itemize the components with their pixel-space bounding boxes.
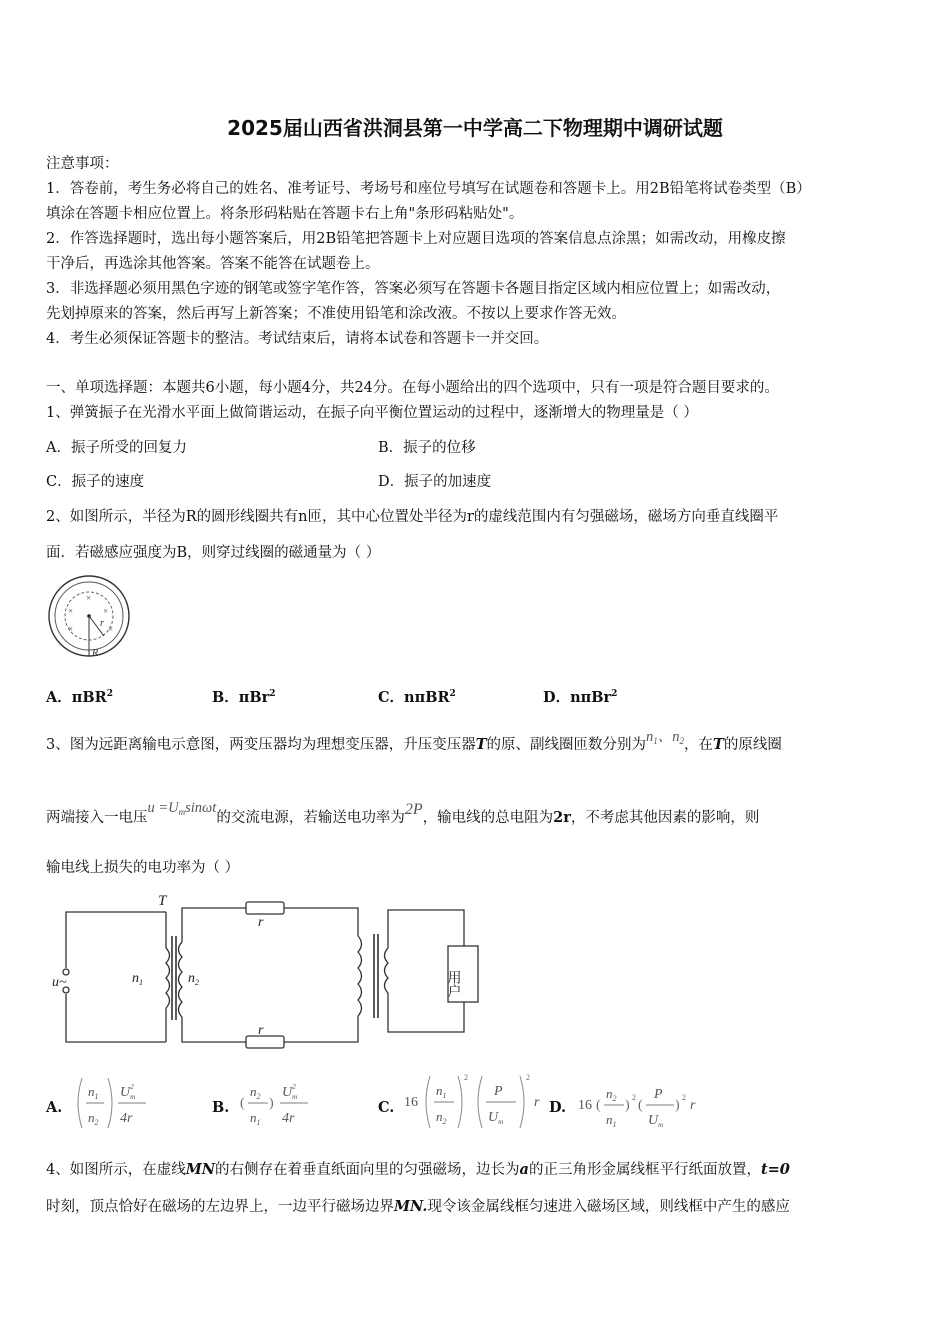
svg-text:n1: $n_1$ bbox=[606, 1112, 617, 1129]
q3-option-a-formula bbox=[74, 1074, 170, 1132]
label-r: r bbox=[100, 618, 104, 629]
page-title: 2025届山西省洪洞县第一中学高二下物理期中调研试题 bbox=[227, 116, 723, 140]
svg-text:4r: 4r bbox=[120, 1111, 133, 1126]
q2-option-c: C．nπBR$^2$ bbox=[378, 689, 456, 706]
svg-text:2: 2 bbox=[526, 1073, 530, 1082]
math-n1: $n_1$ bbox=[646, 729, 658, 746]
notice-line: 先划掉原来的答案，然后再写上新答案；不准使用铅笔和涂改液。不按以上要求作答无效。 bbox=[46, 306, 626, 322]
svg-text:): ) bbox=[675, 1098, 680, 1113]
svg-text:2: 2 bbox=[682, 1093, 686, 1102]
q3-option-d-formula bbox=[576, 1076, 706, 1134]
resistor-label-top: r bbox=[258, 915, 264, 930]
svg-text:r: r bbox=[690, 1098, 696, 1113]
coil-figure bbox=[44, 574, 136, 664]
svg-text:Um2: $U_m2$ bbox=[120, 1083, 136, 1101]
q2-option-a: A．πBR$^2$ bbox=[46, 689, 113, 706]
svg-text:n2: $n_2$ bbox=[250, 1084, 261, 1101]
notice-line: 干净后，再选涂其他答案。答案不能答在试题卷上。 bbox=[46, 256, 380, 272]
resistor-label-bottom: r bbox=[258, 1023, 264, 1038]
q1-option-c: C．振子的速度 bbox=[46, 474, 145, 490]
question-2-stem-line1: 2、如图所示，半径为R的圆形线圈共有n匝，其中心位置处半径为r的虚线范围内有匀强磁场，磁场方向垂直线圈平 bbox=[46, 509, 779, 525]
field-cross: × bbox=[103, 606, 109, 616]
math-2p: 2P bbox=[404, 801, 423, 818]
math-voltage: $u =U_m\sin\omega t$ bbox=[147, 800, 217, 817]
svg-text:Um: $U_m$ bbox=[648, 1113, 664, 1129]
svg-text:r: r bbox=[534, 1095, 540, 1110]
svg-text:n1: $n_1$ bbox=[250, 1110, 261, 1127]
question-3-stem-line1: 3、图为远距离输电示意图，两变压器均为理想变压器，升压变压器T的原、副线圈匝数分别为$n_1$、$n_2$，在T的原线圈 bbox=[46, 729, 782, 753]
question-3-stem-line3: 输电线上损失的电功率为（ ） bbox=[46, 860, 240, 876]
question-1-stem: 1、弹簧振子在光滑水平面上做简谐运动，在振子向平衡位置运动的过程中，逐渐增大的物理量是（ ） bbox=[46, 405, 698, 421]
field-cross: × bbox=[68, 624, 74, 634]
q1-option-b: B．振子的位移 bbox=[378, 440, 476, 456]
q1-option-a: A．振子所受的回复力 bbox=[46, 440, 187, 456]
svg-text:2: 2 bbox=[632, 1093, 636, 1102]
field-cross: × bbox=[68, 606, 74, 616]
field-cross: × bbox=[108, 624, 114, 634]
notice-line: 2．作答选择题时，选出每小题答案后，用2B铅笔把答题卡上对应题目选项的答案信息点涂黑；如需改动，用橡皮擦 bbox=[46, 231, 786, 247]
svg-text:(: ( bbox=[240, 1096, 245, 1111]
q3-option-c-label: C. bbox=[378, 1099, 395, 1116]
svg-text:16: 16 bbox=[404, 1095, 418, 1110]
svg-text:): ) bbox=[625, 1098, 630, 1113]
q3-option-b-label: B. bbox=[212, 1099, 230, 1116]
notice-line: 填涂在答题卡相应位置上。将条形码粘贴在答题卡右上角"条形码粘贴处"。 bbox=[46, 206, 524, 222]
svg-text:(: ( bbox=[638, 1098, 643, 1113]
svg-text:): ) bbox=[269, 1096, 274, 1111]
notice-line: 1．答卷前，考生务必将自己的姓名、准考证号、考场号和座位号填写在试题卷和答题卡上。用2B铅笔将试卷类型（B） bbox=[46, 181, 811, 197]
svg-text:4r: 4r bbox=[282, 1111, 295, 1126]
svg-text:n2: $n_2$ bbox=[606, 1086, 617, 1103]
notice-line: 3．非选择题必须用黑色字迹的钢笔或签字笔作答，答案必须写在答题卡各题目指定区域内相应位置上；如需改动， bbox=[46, 281, 781, 297]
svg-text:Um: $U_m$ bbox=[488, 1110, 504, 1126]
svg-text:n1: $n_1$ bbox=[88, 1084, 99, 1101]
label-R: R bbox=[92, 648, 99, 659]
q3-option-d-label: D. bbox=[549, 1099, 567, 1116]
question-4-stem-line1: 4、如图所示，在虚线MN的右侧存在着垂直纸面向里的匀强磁场，边长为a的正三角形金属线框平行纸面放置，t=0 bbox=[46, 1161, 790, 1178]
svg-text:(: ( bbox=[596, 1098, 601, 1113]
q1-option-d: D．振子的加速度 bbox=[378, 474, 492, 490]
notice-heading: 注意事项： bbox=[46, 156, 119, 172]
transformer-label: T bbox=[158, 893, 167, 909]
section-heading: 一、单项选择题：本题共6小题，每小题4分，共24分。在每小题给出的四个选项中，只有一项是符合题目要求的。 bbox=[46, 380, 779, 396]
svg-text:16: 16 bbox=[578, 1098, 592, 1113]
label-n2: $n_2$ bbox=[188, 971, 199, 987]
svg-text:n2: $n_2$ bbox=[88, 1110, 99, 1127]
user-label: 用户 bbox=[445, 970, 461, 998]
svg-text:n2: $n_2$ bbox=[436, 1109, 447, 1126]
q3-option-a-label: A. bbox=[46, 1099, 63, 1116]
source-label: u~ bbox=[52, 975, 67, 990]
notice-line: 4．考生必须保证答题卡的整洁。考试结束后，请将本试卷和答题卡一并交回。 bbox=[46, 331, 549, 347]
question-4-stem-line2: 时刻，顶点恰好在磁场的左边界上，一边平行磁场边界MN.现令该金属线框匀速进入磁场区域，则线框中产生的感应 bbox=[46, 1198, 790, 1215]
field-cross: × bbox=[86, 593, 92, 603]
transmission-diagram bbox=[52, 890, 492, 1056]
q2-option-d: D．nπBr$^2$ bbox=[543, 689, 618, 706]
svg-text:P: P bbox=[494, 1084, 503, 1099]
q2-option-b: B．πBr$^2$ bbox=[212, 689, 276, 706]
question-2-stem-line2: 面．若磁感应强度为B，则穿过线圈的磁通量为（ ） bbox=[46, 545, 381, 561]
svg-text:P: P bbox=[654, 1087, 663, 1102]
q3-option-b-formula bbox=[238, 1074, 334, 1132]
svg-text:2: 2 bbox=[464, 1073, 468, 1082]
label-n1: $n_1$ bbox=[132, 971, 143, 987]
svg-text:Um2: $U_m2$ bbox=[282, 1083, 298, 1101]
svg-text:n1: $n_1$ bbox=[436, 1083, 447, 1100]
q3-option-c-formula bbox=[402, 1070, 552, 1134]
question-3-stem-line2: 两端接入一电压$u =U_m\sin\omega t$的交流电源，若输送电功率为2P，输电线的总电阻为2r，不考虑其他因素的影响，则 bbox=[46, 800, 760, 826]
math-n2: $n_2$ bbox=[672, 729, 685, 746]
